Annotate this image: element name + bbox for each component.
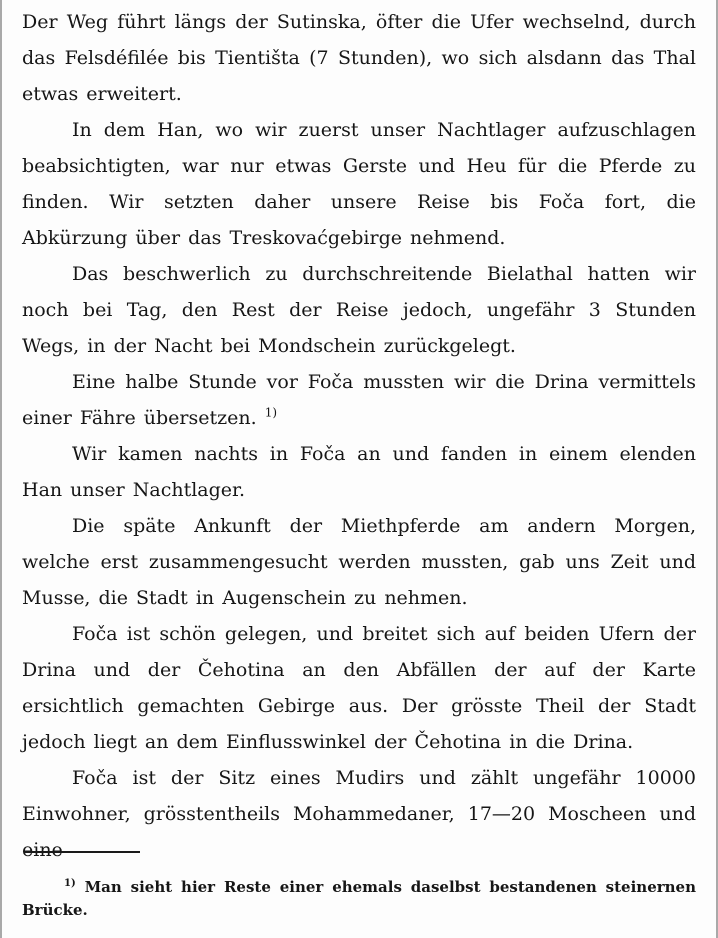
footnote: [22, 876, 696, 922]
paragraph-6: Die späte Ankunft der Miethpferde am andern Morgen, welche erst zusammengesucht werden mussten, gab uns Zeit und Musse, die Stadt in Augenschein zu nehmen.: [22, 515, 696, 609]
paragraph-3: Das beschwerlich zu durchschreitende Bielathal hatten wir noch bei Tag, den Rest der Reise jedoch, ungefähr 3 Stunden Wegs, in der Nacht bei Mondschein zurückgelegt.: [22, 263, 696, 357]
footnote-text: Man sieht hier Reste einer ehemals daselbst bestandenen steinernen Brücke.: [22, 878, 696, 919]
paragraph-2: In dem Han, wo wir zuerst unser Nachtlager aufzuschlagen beabsichtigten, war nur etwas Gerste und Heu für die Pferde zu finden. Wir setzten daher unsere Reise bis Foča fort, die Abkürzung über das Treskovaćgebirge nehmend.: [22, 119, 696, 249]
paragraph-7: Foča ist schön gelegen, und breitet sich auf beiden Ufern der Drina und der Čehotina an den Abfällen der auf der Karte ersichtlich gemachten Gebirge aus. Der grösste Theil der Stadt jedoch liegt an dem Einflusswinkel der Čehotina in die Drina.: [22, 623, 696, 753]
paragraph-4: [22, 364, 696, 436]
main-text: [22, 0, 696, 868]
paragraph-5: Wir kamen nachts in Foča an und fanden in einem elenden Han unser Nachtlager.: [22, 443, 696, 501]
paragraph-1: Der Weg führt längs der Sutinska, öfter die Ufer wechselnd, durch das Felsdéfilée bis Tientišta (7 Stunden), wo sich alsdann das Thal etwas erweitert.: [22, 11, 696, 105]
paragraph-4-text: Eine halbe Stunde vor Foča mussten wir die Drina vermittels einer Fähre übersetzen.: [22, 371, 696, 429]
footnote-reference[interactable]: 1): [264, 405, 278, 420]
paragraph-8: Foča ist der Sitz eines Mudirs und zählt ungefähr 10000 Einwohner, grösstentheils Mohammedaner, 17—20 Moscheen und eine: [22, 767, 696, 861]
footnote-divider: [24, 851, 140, 853]
footnote-marker: 1): [64, 878, 76, 889]
